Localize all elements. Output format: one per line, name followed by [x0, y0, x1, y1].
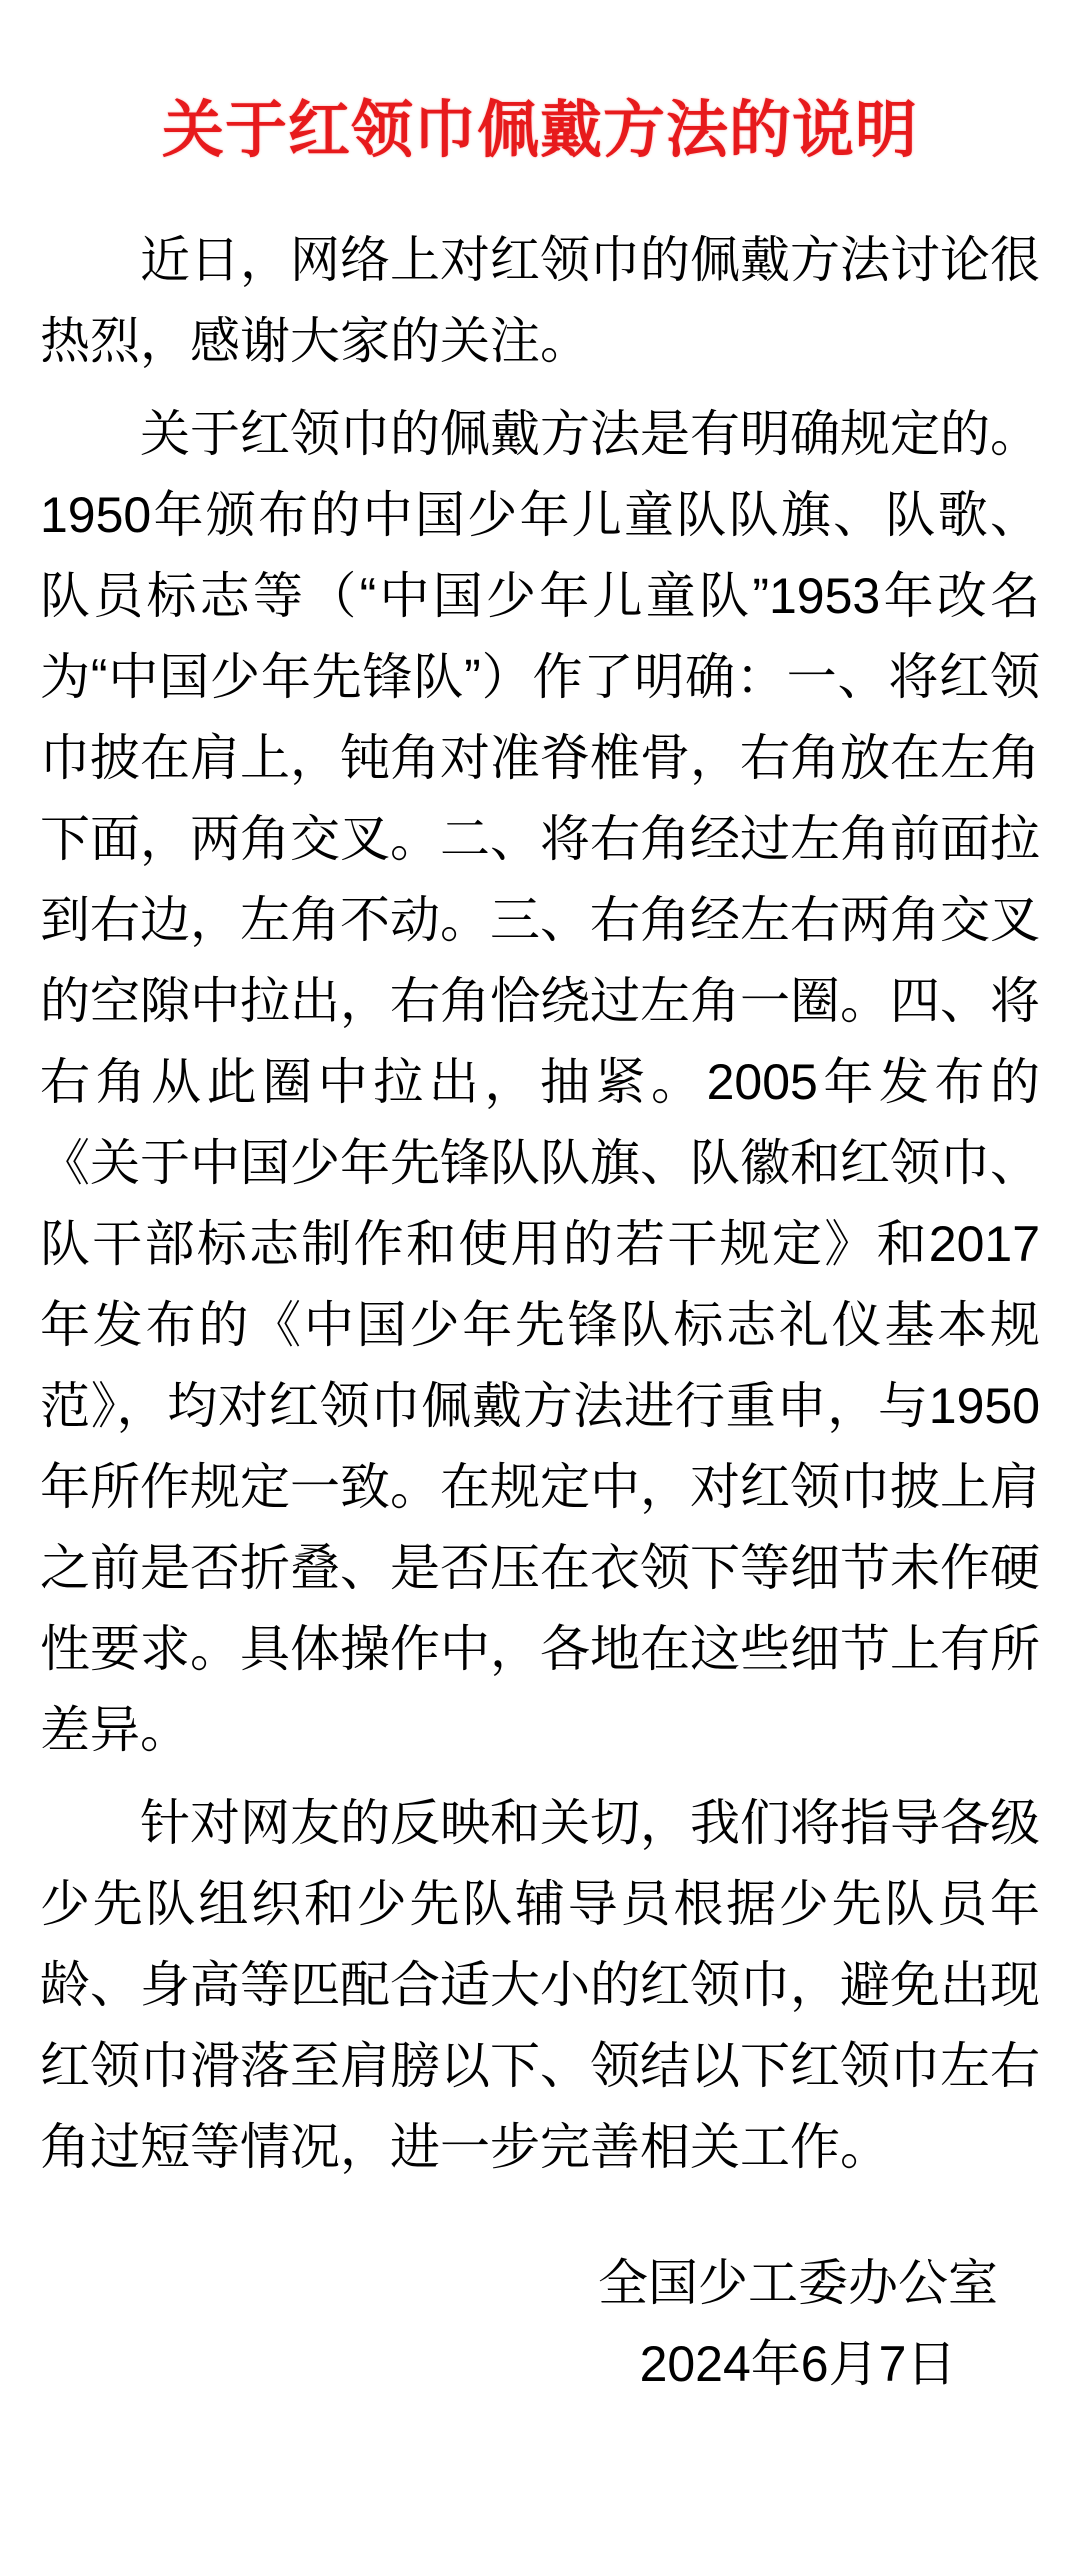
notice-paragraph-followup: 针对网友的反映和关切，我们将指导各级少先队组织和少先队辅导员根据少先队员年龄、身高等匹配合适大小的红领巾，避免出现红领巾滑落至肩膀以下、领结以下红领巾左右角过短等情况，进一步完善相关工作。 [40, 1795, 1040, 2175]
notice-paragraph-regulations: 关于红领巾的佩戴方法是有明确规定的。1950年颁布的中国少年儿童队队旗、队歌、队员标志等（“中国少年儿童队”1953年改名为“中国少年先锋队”）作了明确：一、将红领巾披在肩上，钝角对准脊椎骨，右角放在左角下面，两角交叉。二、将右角经过左角前面拉到右边，左角不动。三、右角经左右两角交叉的空隙中拉出，右角恰绕过左角一圈。四、将右角从此圈中拉出，抽紧。2005年发布的《关于中国少年先锋队队旗、队徽和红领巾、队干部标志制作和使用的若干规定》和2017年发布的《中国少年先锋队标志礼仪基本规范》，均对红领巾佩戴方法进行重申，与1950年所作规定一致。在规定中，对红领巾披上肩之前是否折叠、是否压在衣领下等细节未作硬性要求。具体操作中，各地在这些细节上有所差异。 [40, 406, 1040, 1758]
signature-block [590, 2243, 1006, 2405]
signature-date: 2024年6月7日 [639, 2336, 957, 2392]
notice-body [40, 220, 1040, 2188]
notice-paragraph-intro: 近日，网络上对红领巾的佩戴方法讨论很热烈，感谢大家的关注。 [40, 232, 1040, 369]
notice-title: 关于红领巾佩戴方法的说明 [161, 97, 918, 165]
signature-org: 全国少工委办公室 [598, 2255, 998, 2311]
